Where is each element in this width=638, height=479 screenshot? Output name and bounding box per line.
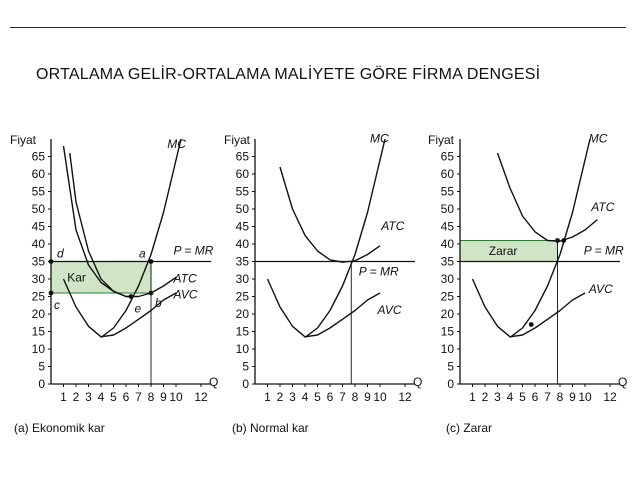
panel-a-x-tick-label: 8 [147, 390, 155, 404]
panel-c-avc-label: AVC [588, 282, 613, 296]
panel-a-y-tick-label: 20 [31, 307, 45, 321]
panel-b-y-tick-label: 20 [235, 307, 249, 321]
panel-c-price-line-label: P = MR [583, 243, 624, 258]
panel-b-mc-label: MC [370, 131, 389, 146]
panel-a-y-tick-label: 55 [31, 184, 45, 199]
panel-c-y-tick-label: 35 [440, 254, 454, 269]
panel-c-atc-curve [498, 153, 598, 241]
panel-c-x-tick-label: 5 [519, 390, 526, 404]
panel-a-y-axis-label: Fiyat [10, 133, 37, 147]
panel-c-avc-curve [473, 279, 586, 337]
panel-c-y-axis-label: Fiyat [428, 133, 455, 147]
panel-b-y-tick-label: 0 [242, 377, 249, 391]
panel-b-y-tick-label: 25 [235, 289, 249, 304]
panel-c-region-label: Zarar [488, 244, 518, 258]
panel-b-x-tick-label: 10 [373, 390, 387, 404]
panel-b-x-tick-label: 4 [301, 390, 309, 404]
panel-a-atc-label: ATC [173, 271, 197, 286]
panel-b-y-tick-label: 45 [235, 219, 249, 234]
panel-c-x-tick-label: 12 [603, 390, 617, 404]
panel-b-caption: (b) Normal kar [232, 421, 309, 435]
panel-c-y-tick-label: 5 [447, 359, 454, 374]
panel-c-y-tick-label: 55 [440, 184, 454, 199]
panel-b-x-axis-label: Q [413, 375, 423, 389]
panel-b-x-tick-label: 8 [351, 390, 359, 404]
panel-b-x-tick-label: 9 [364, 390, 371, 404]
panel-a-point-label-b: b [155, 296, 162, 310]
panel-a-x-tick-label: 10 [169, 390, 183, 404]
panel-a-x-axis-label: Q [209, 375, 219, 389]
panel-b-y-axis-label: Fiyat [224, 133, 251, 147]
panel-a-x-tick-label: 7 [135, 390, 142, 404]
panel-b-y-tick-label: 40 [235, 237, 249, 251]
panel-c-x-axis-label: Q [618, 375, 628, 389]
panel-b-y-tick-label: 35 [235, 254, 249, 269]
panel-b-x-tick-label: 12 [398, 390, 412, 404]
panel-c-marker [555, 238, 560, 243]
panel-c-x-tick-label: 10 [578, 390, 592, 404]
panel-a-region-label: Kar [67, 270, 86, 285]
panel-b-y-tick-label: 55 [235, 184, 249, 199]
panel-b-x-tick-label: 2 [276, 390, 284, 404]
panel-c-x-tick-label: 4 [506, 390, 514, 404]
panel-a-point-label-c: c [54, 298, 60, 312]
panel-a-y-tick-label: 30 [31, 272, 45, 286]
panel-a-x-tick-label: 3 [85, 390, 92, 404]
panel-c-mc-curve [510, 139, 590, 337]
panel-b-price-line-label: P = MR [358, 264, 399, 279]
panel-a-y-tick-label: 15 [31, 324, 45, 339]
panel-b-y-tick-label: 15 [235, 324, 249, 339]
panel-c-y-tick-label: 40 [440, 237, 454, 251]
panel-a-y-tick-label: 25 [31, 289, 45, 304]
panel-a-y-tick-label: 0 [38, 377, 45, 391]
panel-c-y-tick-label: 25 [440, 289, 454, 304]
panel-a-mc-label: MC [167, 136, 186, 151]
panel-a-marker [129, 294, 134, 299]
panel-c-y-tick-label: 20 [440, 307, 454, 321]
panel-a-y-tick-label: 50 [31, 202, 45, 216]
panel-c-caption: (c) Zarar [446, 421, 492, 435]
panel-c-y-tick-label: 15 [440, 324, 454, 339]
panel-c-y-tick-label: 60 [440, 167, 454, 181]
panel-b-avc-label: AVC [377, 303, 402, 317]
panel-a-x-tick-label: 12 [194, 390, 208, 404]
page-title: ORTALAMA GELİR-ORTALAMA MALİYETE GÖRE FİRMA DENGESİ [36, 66, 541, 83]
panel-c-x-tick-label: 3 [494, 390, 501, 404]
panel-a-point-label-a: a [139, 246, 146, 261]
panel-a-avc-label: AVC [173, 287, 198, 302]
panel-a-x-tick-label: 5 [110, 390, 117, 404]
panel-c-x-tick-label: 7 [544, 390, 551, 404]
panel-c-y-tick-label: 10 [440, 342, 454, 356]
panel-a-caption: (a) Ekonomik kar [14, 421, 105, 435]
panel-b-x-tick-label: 5 [314, 390, 321, 404]
panel-a-marker [49, 291, 54, 296]
panel-a-y-tick-label: 65 [31, 149, 45, 164]
panel-c-y-tick-label: 45 [440, 219, 454, 234]
panel-a-marker [149, 259, 154, 264]
panel-a-price-line-label: P = MR [173, 243, 214, 258]
panel-a-y-tick-label: 60 [31, 167, 45, 181]
panel-b-x-tick-label: 7 [339, 390, 346, 404]
panel-b-y-tick-label: 5 [242, 359, 249, 374]
panel-a-y-tick-label: 45 [31, 219, 45, 234]
panel-c-y-tick-label: 0 [447, 377, 454, 391]
panel-b-x-tick-label: 1 [264, 390, 271, 404]
panel-a-x-tick-label: 4 [97, 390, 105, 404]
panel-b-atc-curve [280, 167, 380, 262]
panel-b-x-tick-label: 6 [326, 390, 334, 404]
panel-a-x-tick-label: 6 [122, 390, 130, 404]
panel-b-y-tick-label: 30 [235, 272, 249, 286]
panel-c-mc-label: MC [588, 131, 608, 146]
panel-a-y-tick-label: 40 [31, 237, 45, 251]
panel-b-y-tick-label: 65 [235, 149, 249, 164]
panel-c-x-tick-label: 1 [469, 390, 476, 404]
panel-c-x-tick-label: 2 [481, 390, 489, 404]
panel-a-point-label-d: d [57, 246, 64, 261]
panel-a-y-tick-label: 5 [38, 359, 45, 374]
panel-a-marker [149, 291, 154, 296]
panel-c-x-tick-label: 9 [569, 390, 576, 404]
panel-a-y-tick-label: 10 [31, 342, 45, 356]
panel-b-y-tick-label: 10 [235, 342, 249, 356]
panel-b-mc-curve [305, 139, 385, 337]
panel-c-y-tick-label: 30 [440, 272, 454, 286]
panel-b-y-tick-label: 50 [235, 202, 249, 216]
panel-c-marker [529, 322, 534, 327]
panel-b-avc-curve [268, 279, 381, 337]
panel-a-y-tick-label: 35 [31, 254, 45, 269]
panel-c-atc-label: ATC [591, 199, 615, 214]
panel-a-shaded-region [51, 262, 151, 294]
panel-a-point-label-e: e [134, 301, 142, 316]
panel-b-x-tick-label: 3 [289, 390, 296, 404]
panel-b-atc-label: ATC [381, 219, 405, 233]
panel-c-x-tick-label: 6 [531, 390, 539, 404]
panel-c-marker [561, 238, 566, 243]
panel-a-x-tick-label: 1 [60, 390, 67, 404]
panel-a-x-tick-label: 2 [72, 390, 80, 404]
panel-c-y-tick-label: 50 [440, 202, 454, 216]
panel-b-y-tick-label: 60 [235, 167, 249, 181]
panel-a-marker [49, 259, 54, 264]
panel-c-y-tick-label: 65 [440, 149, 454, 164]
panel-a-x-tick-label: 9 [160, 390, 167, 404]
panel-c-x-tick-label: 8 [556, 390, 564, 404]
